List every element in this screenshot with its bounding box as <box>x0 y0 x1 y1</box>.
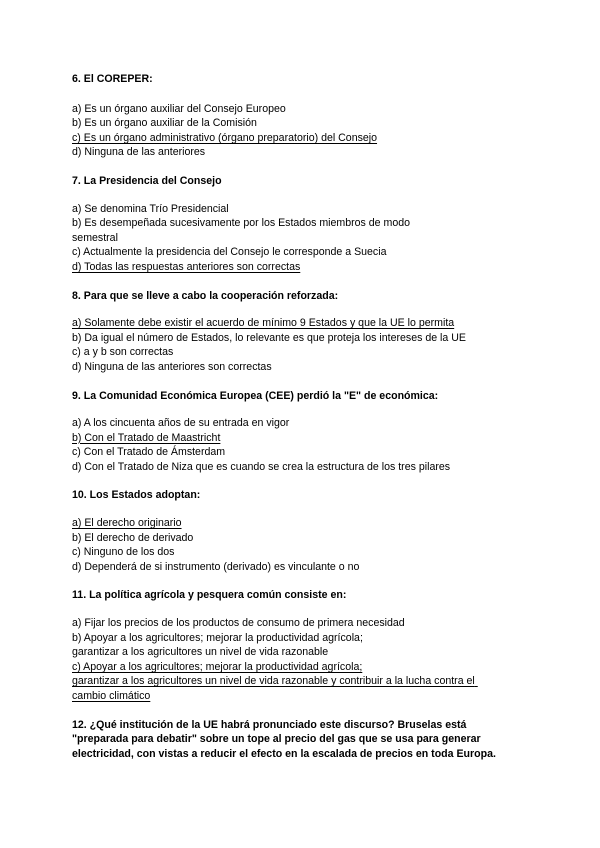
question-8-option-d: d) Ninguna de las anteriores son correctas <box>72 360 272 373</box>
question-10-option-a-correct: a) El derecho originario <box>72 517 182 530</box>
question-8 <box>72 289 520 375</box>
question-6-option-d: d) Ninguna de las anteriores <box>72 146 206 159</box>
question-6-option-c-correct: c) Es un órgano administrativo (órgano preparatorio) del Consejo <box>72 131 378 144</box>
question-12-title: 12. ¿Qué institución de la UE habrá pronunciado este discurso? Bruselas está "preparada para debatir" sobre un tope al precio del gas que se usa para generar electricidad, con vistas a reducir el efecto en la escalada de precios en toda Europa. <box>72 718 496 760</box>
question-9-option-c: c) Con el Tratado de Ámsterdam <box>72 446 226 459</box>
question-8-option-a-correct: a) Solamente debe existir el acuerdo de mínimo 9 Estados y que la UE lo permita <box>72 317 455 330</box>
question-7-option-a: a) Se denomina Trío Presidencial <box>72 202 229 215</box>
question-6-title: 6. El COREPER: <box>72 73 153 85</box>
question-7-option-b: b) Es desempeñada sucesivamente por los Estados miembros de modo semestral <box>72 217 413 244</box>
question-11-option-b-continued: garantizar a los agricultores un nivel de vida razonable <box>72 646 329 659</box>
question-11-option-a: a) Fijar los precios de los productos de consumo de primera necesidad <box>72 617 405 630</box>
question-6-option-a: a) Es un órgano auxiliar del Consejo Europeo <box>72 102 286 115</box>
question-9-option-b-correct: b) Con el Tratado de Maastricht <box>72 431 221 444</box>
question-12 <box>72 718 520 762</box>
question-8-option-b: b) Da igual el número de Estados, lo relevante es que proteja los intereses de la UE <box>72 331 466 344</box>
question-10 <box>72 488 520 574</box>
question-7-option-c: c) Actualmente la presidencia del Consejo le corresponde a Suecia <box>72 246 387 259</box>
question-10-option-d: d) Dependerá de si instrumento (derivado) es vinculante o no <box>72 560 360 573</box>
question-6-option-b: b) Es un órgano auxiliar de la Comisión <box>72 117 257 130</box>
question-11 <box>72 588 520 703</box>
question-9-title: 9. La Comunidad Económica Europea (CEE) perdió la "E" de económica: <box>72 389 439 402</box>
question-10-option-c: c) Ninguno de los dos <box>72 546 175 559</box>
question-11-option-b: b) Apoyar a los agricultores; mejorar la productividad agrícola; <box>72 631 363 644</box>
question-8-title: 8. Para que se lleve a cabo la cooperación reforzada: <box>72 289 339 302</box>
question-10-option-b: b) El derecho de derivado <box>72 531 194 544</box>
question-11-title: 11. La política agrícola y pesquera común consiste en: <box>72 589 347 602</box>
question-7 <box>72 174 520 275</box>
question-11-option-c-correct: c) Apoyar a los agricultores; mejorar la productividad agrícola; <box>72 660 363 673</box>
question-9 <box>72 389 520 475</box>
question-7-option-d-correct: d) Todas las respuestas anteriores son correctas <box>72 260 301 273</box>
question-9-option-a: a) A los cincuenta años de su entrada en vigor <box>72 417 290 430</box>
question-7-title: 7. La Presidencia del Consejo <box>72 174 222 187</box>
question-6 <box>72 72 520 160</box>
question-9-option-d: d) Con el Tratado de Niza que es cuando se crea la estructura de los tres pilares <box>72 460 451 473</box>
question-10-title: 10. Los Estados adoptan: <box>72 489 201 502</box>
question-11-option-c-continued: garantizar a los agricultores un nivel de vida razonable y contribuir a la lucha contra el cambio climático <box>72 675 478 702</box>
question-8-option-c: c) a y b son correctas <box>72 346 174 359</box>
